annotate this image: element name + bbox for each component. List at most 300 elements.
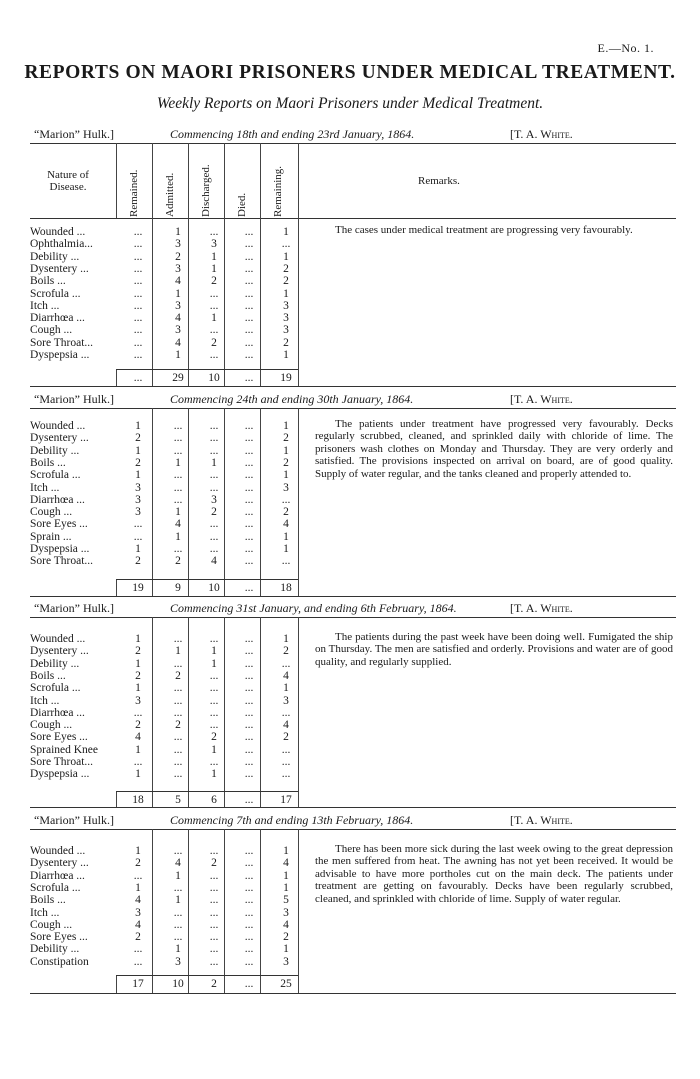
table-row [30,238,310,250]
table-row [30,857,310,869]
count-cell: 4 [135,918,141,931]
count-cell: ... [244,456,254,469]
count-cell: 1 [135,469,141,482]
count-cell: ... [173,657,183,670]
remarks-text [315,418,673,480]
table-row [30,531,310,543]
count-cell: ... [244,287,254,300]
count-cell: ... [133,287,143,300]
count-cell: ... [209,719,219,732]
count-cell: ... [244,857,254,870]
count-cell: ... [133,250,143,263]
count-cell: ... [244,943,254,956]
column-divider [116,791,117,807]
disease-name: Wounded ... [30,633,86,645]
remarks-text [315,631,673,668]
count-cell: 3 [135,493,141,506]
table-row [30,275,310,287]
count-cell: 4 [211,555,217,568]
count-cell: 3 [175,955,181,968]
count-cell: ... [244,719,254,732]
table-row [30,744,310,756]
count-cell: ... [244,657,254,670]
total-cell: ... [244,372,254,384]
count-cell: ... [173,543,183,555]
rule [30,218,676,219]
count-cell: ... [133,299,143,312]
table-row [30,349,310,361]
disease-name: Cough ... [30,719,73,732]
disease-name: Itch ... [30,694,60,707]
disease-name: Constipation [30,955,89,968]
count-cell: ... [173,731,183,744]
page-subtitle: Weekly Reports on Maori Prisoners under Medical Treatment. [156,95,544,112]
count-cell: ... [209,420,219,432]
column-divider [116,975,117,993]
table-row [30,931,310,943]
disease-name: Sore Eyes ... [30,731,88,744]
table-row [30,870,310,882]
count-cell: ... [173,481,183,494]
count-cell: ... [209,469,219,482]
disease-name: Boils ... [30,456,66,469]
count-cell: 2 [135,456,141,469]
count-cell: 2 [135,555,141,568]
count-cell: 2 [135,432,141,445]
disease-name: Scrofula ... [30,881,81,894]
remarks-text [315,224,673,236]
column-divider [116,369,117,386]
count-cell: ... [133,262,143,275]
count-cell: ... [209,845,219,857]
count-cell: ... [133,869,143,882]
count-cell: 1 [135,768,141,781]
count-cell: 1 [211,768,217,781]
total-cell: ... [133,372,143,384]
total-cell: 17 [280,794,292,806]
count-cell: 1 [283,469,289,482]
disease-name: Wounded ... [30,420,86,432]
count-cell: ... [244,238,254,251]
count-cell: ... [244,469,254,482]
total-cell: 10 [208,582,220,594]
count-cell: ... [133,336,143,349]
count-cell: ... [209,894,219,907]
count-cell: ... [133,943,143,956]
count-cell: ... [209,481,219,494]
count-cell: ... [244,250,254,263]
rule [30,807,676,808]
hulk-label: “Marion” Hulk.] [34,601,114,615]
count-cell: 1 [211,743,217,756]
disease-name: Debility ... [30,943,80,956]
count-cell: ... [209,299,219,312]
count-cell: ... [244,481,254,494]
count-cell: 3 [135,506,141,519]
count-cell: 2 [283,645,289,658]
count-cell: ... [133,324,143,337]
table-row [30,457,310,469]
count-cell: 4 [175,275,181,288]
table-row [30,482,310,494]
count-cell: 2 [211,336,217,349]
total-cell: 29 [172,372,184,384]
count-cell: 1 [175,530,181,543]
count-cell: ... [209,432,219,445]
count-cell: 3 [175,324,181,337]
count-cell: 3 [283,312,289,325]
remarks-paragraph: The patients during the past week have been doing well. Fumigated the ship on Thursday. The men are satisfied and orderly. Provisions and water are of good quality, and regularly supplied. [315,631,673,668]
count-cell: 1 [175,894,181,907]
hulk-label: “Marion” Hulk.] [34,813,114,827]
table-row [30,695,310,707]
count-cell: 1 [175,349,181,361]
count-cell: 1 [135,682,141,695]
column-header-discharged: Discharged. [200,164,212,217]
disease-name: Dyspepsia ... [30,768,90,781]
count-cell: 2 [283,262,289,275]
count-cell: ... [244,669,254,682]
count-cell: 1 [283,881,289,894]
count-cell: ... [244,682,254,695]
count-cell: ... [281,756,291,768]
count-cell: ... [244,768,254,781]
total-cell: ... [244,978,254,990]
totals-rule [116,975,298,976]
count-cell: ... [244,349,254,361]
count-cell: 2 [211,275,217,288]
table-row [30,518,310,530]
table-row [30,845,310,857]
disease-name: Boils ... [30,894,66,907]
total-cell: 19 [280,372,292,384]
count-cell: 2 [211,731,217,744]
disease-name: Diarrhœa ... [30,869,85,882]
disease-name: Scrofula ... [30,287,81,300]
total-cell: 10 [172,978,184,990]
rule [30,617,676,618]
count-cell: ... [173,682,183,695]
count-cell: 1 [283,287,289,300]
count-cell: 2 [283,931,289,944]
table-row [30,324,310,336]
count-cell: ... [173,845,183,857]
count-cell: ... [209,226,219,238]
table-row [30,907,310,919]
count-cell: 4 [283,719,289,732]
count-cell: ... [244,324,254,337]
remarks-paragraph: The cases under medical treatment are progressing very favourably. [335,224,633,236]
count-cell: ... [244,493,254,506]
count-cell: 3 [283,906,289,919]
total-cell: 17 [132,978,144,990]
totals-rule [116,791,298,792]
count-cell: ... [133,530,143,543]
table-row [30,226,310,238]
count-cell: ... [209,931,219,944]
table-row [30,682,310,694]
disease-name: Diarrhœa ... [30,706,85,719]
total-cell: ... [244,582,254,594]
count-cell: ... [173,694,183,707]
disease-name: Itch ... [30,906,60,919]
table-row [30,555,310,567]
remarks-paragraph: The patients under treatment have progressed very favourably. Decks regularly scrubbed, cleaned, and sprinkled daily with chloride of lime. The prisoners wash clothes on Monday and Thursday. They are very orderly and satisfied. The provisions inspected on arrival on board, are of good quality. Supply of water regular, and the tanks cleaned and properly attended to. [315,418,673,480]
disease-name: Cough ... [30,324,73,337]
table-row [30,288,310,300]
disease-name: Scrofula ... [30,469,81,482]
count-cell: 2 [211,857,217,870]
count-cell: 3 [135,694,141,707]
table-row [30,670,310,682]
count-cell: ... [209,530,219,543]
weekly-report [30,390,676,596]
count-cell: 4 [283,669,289,682]
count-cell: ... [173,633,183,645]
count-cell: ... [173,432,183,445]
medical-officer: [T. A. White. [510,601,573,615]
count-cell: ... [281,743,291,756]
table-row [30,633,310,645]
count-cell: ... [244,869,254,882]
total-cell: 18 [280,582,292,594]
count-cell: ... [244,420,254,432]
count-cell: 2 [283,336,289,349]
total-cell: 18 [132,794,144,806]
total-cell: 10 [208,372,220,384]
count-cell: 3 [283,299,289,312]
disease-name: Sore Throat... [30,555,94,568]
remarks-paragraph: There has been more sick during the last week owing to the great depression the men suffered from heat. The awning has not yet been received. It would be advisable to have more portholes cut on the main deck. The patients under treatment are getting on favourably. Decks have been regularly scrubbed, cleaned, and sprinkled with chloride of lime. Supply of water regular. [315,843,673,905]
count-cell: 3 [175,299,181,312]
count-cell: 3 [211,238,217,251]
disease-name: Sore Eyes ... [30,518,88,531]
report-period: Commencing 31st January, and ending 6th February, 1864. [170,601,457,615]
count-cell: ... [133,238,143,251]
disease-name: Dyspepsia ... [30,543,90,555]
disease-name: Wounded ... [30,845,86,857]
count-cell: ... [209,682,219,695]
count-cell: 1 [175,869,181,882]
count-cell: 2 [283,731,289,744]
count-cell: 2 [283,506,289,519]
count-cell: 3 [283,324,289,337]
count-cell: 1 [211,250,217,263]
count-cell: 1 [211,657,217,670]
count-cell: ... [209,349,219,361]
table-row [30,251,310,263]
count-cell: 3 [135,481,141,494]
disease-name: Dysentery ... [30,857,89,870]
count-cell: ... [209,324,219,337]
table-row [30,658,310,670]
count-cell: ... [244,432,254,445]
report-header [30,599,676,615]
count-cell: 1 [175,287,181,300]
count-cell: 2 [135,931,141,944]
table-row [30,506,310,518]
total-cell: 25 [280,978,292,990]
count-cell: 1 [211,456,217,469]
table-row [30,494,310,506]
count-cell: ... [244,955,254,968]
count-cell: ... [244,555,254,568]
rule [30,993,676,994]
weekly-report [30,811,676,993]
count-cell: ... [281,238,291,251]
count-cell: ... [244,645,254,658]
count-cell: 1 [283,543,289,555]
count-cell: ... [209,287,219,300]
count-cell: ... [244,543,254,555]
count-cell: ... [244,506,254,519]
weekly-report [30,125,676,386]
count-cell: ... [244,633,254,645]
count-cell: ... [173,706,183,719]
count-cell: ... [244,694,254,707]
count-cell: ... [133,756,143,768]
disease-name: Scrofula ... [30,682,81,695]
totals-rule [116,579,298,580]
table-row [30,543,310,555]
count-cell: 1 [283,943,289,956]
count-cell: ... [173,768,183,781]
count-cell: 2 [135,857,141,870]
table-row [30,469,310,481]
count-cell: ... [173,918,183,931]
disease-name: Wounded ... [30,226,86,238]
table-row [30,919,310,931]
table-row [30,956,310,968]
rule [30,143,676,144]
count-cell: 1 [211,312,217,325]
count-cell: ... [244,731,254,744]
count-cell: ... [209,869,219,882]
total-cell: 6 [211,794,217,806]
count-cell: ... [209,756,219,768]
count-cell: ... [209,444,219,457]
count-cell: ... [173,881,183,894]
disease-name: Debility ... [30,657,80,670]
page-title: REPORTS ON MAORI PRISONERS UNDER MEDICAL TREATMENT. [24,62,676,83]
count-cell: 2 [175,555,181,568]
count-cell: 1 [211,645,217,658]
count-cell: ... [209,881,219,894]
count-cell: 1 [175,506,181,519]
count-cell: ... [244,444,254,457]
table-row [30,312,310,324]
count-cell: ... [244,845,254,857]
disease-name: Sprained Knee [30,743,99,756]
count-cell: 4 [175,312,181,325]
count-cell: 4 [283,857,289,870]
column-divider [116,143,117,218]
count-cell: ... [209,633,219,645]
count-cell: 1 [135,444,141,457]
count-cell: ... [133,226,143,238]
count-cell: ... [244,894,254,907]
count-cell: ... [244,706,254,719]
count-cell: ... [244,918,254,931]
count-cell: 3 [283,481,289,494]
disease-name: Sprain ... [30,530,72,543]
count-cell: ... [173,493,183,506]
count-cell: 4 [175,518,181,531]
disease-name: Boils ... [30,275,66,288]
totals-rule [116,369,298,370]
disease-name: Itch ... [30,299,60,312]
count-cell: ... [244,743,254,756]
rule [30,596,676,597]
table-row [30,445,310,457]
count-cell: ... [209,669,219,682]
count-cell: 1 [283,633,289,645]
disease-name: Cough ... [30,506,73,519]
disease-name: Sore Eyes ... [30,931,88,944]
count-cell: 1 [175,456,181,469]
count-cell: 1 [283,226,289,238]
hulk-label: “Marion” Hulk.] [34,392,114,406]
count-cell: ... [209,694,219,707]
count-cell: 3 [283,955,289,968]
count-cell: ... [173,743,183,756]
disease-name: Dysentery ... [30,645,89,658]
table-row [30,420,310,432]
table-row [30,432,310,444]
total-cell: ... [244,794,254,806]
page-reference: E.—No. 1. [597,41,654,55]
disease-name: Ophthalmia... [30,238,93,251]
count-cell: ... [133,955,143,968]
count-cell: ... [133,349,143,361]
report-period: Commencing 24th and ending 30th January, 1864. [170,392,414,406]
column-header-died: Died. [236,192,248,217]
count-cell: 2 [175,719,181,732]
count-cell: 1 [135,881,141,894]
hulk-label: “Marion” Hulk.] [34,127,114,141]
count-cell: ... [281,493,291,506]
count-cell: 1 [175,943,181,956]
count-cell: 1 [283,869,289,882]
count-cell: ... [281,555,291,568]
count-cell: ... [133,706,143,719]
count-cell: 1 [283,420,289,432]
count-cell: ... [244,275,254,288]
count-cell: ... [244,881,254,894]
rule [30,386,676,387]
total-cell: 2 [211,978,217,990]
count-cell: 1 [135,633,141,645]
disease-name: Sore Throat... [30,336,94,349]
count-cell: 2 [175,669,181,682]
table-row [30,756,310,768]
report-header [30,125,676,141]
count-cell: ... [244,518,254,531]
count-cell: 3 [211,493,217,506]
disease-name: Dyspepsia ... [30,349,90,361]
count-cell: 3 [175,262,181,275]
medical-officer: [T. A. White. [510,813,573,827]
table-row [30,300,310,312]
count-cell: ... [244,336,254,349]
medical-officer: [T. A. White. [510,392,573,406]
count-cell: ... [209,943,219,956]
count-cell: 1 [175,645,181,658]
rule [30,408,676,409]
table-row [30,263,310,275]
count-cell: 1 [211,262,217,275]
count-cell: 1 [283,530,289,543]
